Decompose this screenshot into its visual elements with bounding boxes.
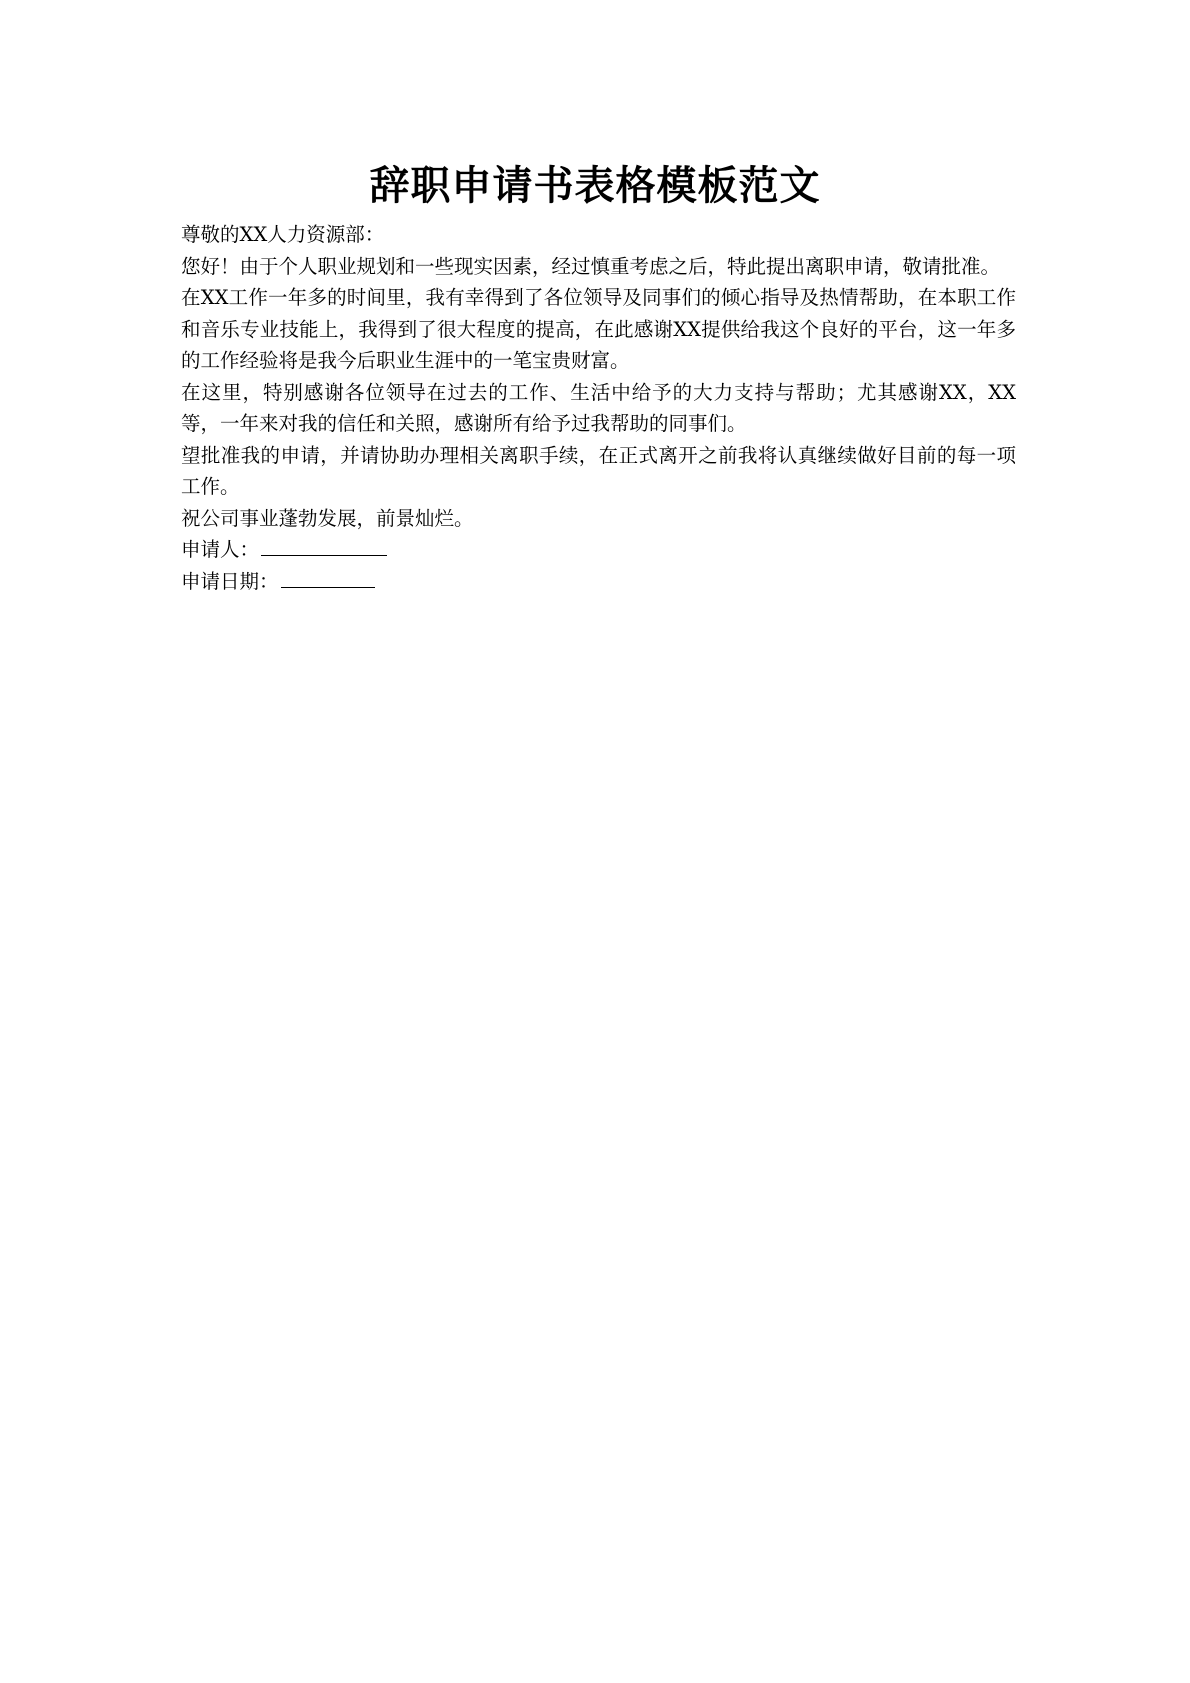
document-title: 辞职申请书表格模板范文 xyxy=(369,162,821,209)
date-row xyxy=(181,566,1016,598)
applicant-signature-line xyxy=(261,539,387,556)
date-fill-line xyxy=(281,571,375,588)
paragraph-greeting: 您好！由于个人职业规划和一些现实因素，经过慎重考虑之后，特此提出离职申请，敬请批准。 xyxy=(181,254,1001,278)
applicant-label: 申请人： xyxy=(181,538,260,561)
applicant-row xyxy=(181,534,1016,566)
paragraph-request: 望批准我的申请，并请协助办理相关离职手续，在正式离开之前我将认真继续做好目前的每一项工作。 xyxy=(181,443,1016,498)
date-label: 申请日期： xyxy=(181,569,279,593)
document-body xyxy=(181,219,1016,597)
salutation: 尊敬的XX人力资源部： xyxy=(181,223,385,246)
paragraph-blessing: 祝公司事业蓬勃发展，前景灿烂。 xyxy=(181,506,474,530)
paragraph-gratitude-leaders: 在这里，特别感谢各位领导在过去的工作、生活中给予的大力支持与帮助；尤其感谢XX，XX等，一年来对我的信任和关照，感谢所有给予过我帮助的同事们。 xyxy=(181,380,1016,435)
paragraph-gratitude-work: 在XX工作一年多的时间里，我有幸得到了各位领导及同事们的倾心指导及热情帮助，在本职工作和音乐专业技能上，我得到了很大程度的提高，在此感谢XX提供给我这个良好的平台，这一年多的工作经验将是我今后职业生涯中的一笔宝贵财富。 xyxy=(181,286,1016,372)
